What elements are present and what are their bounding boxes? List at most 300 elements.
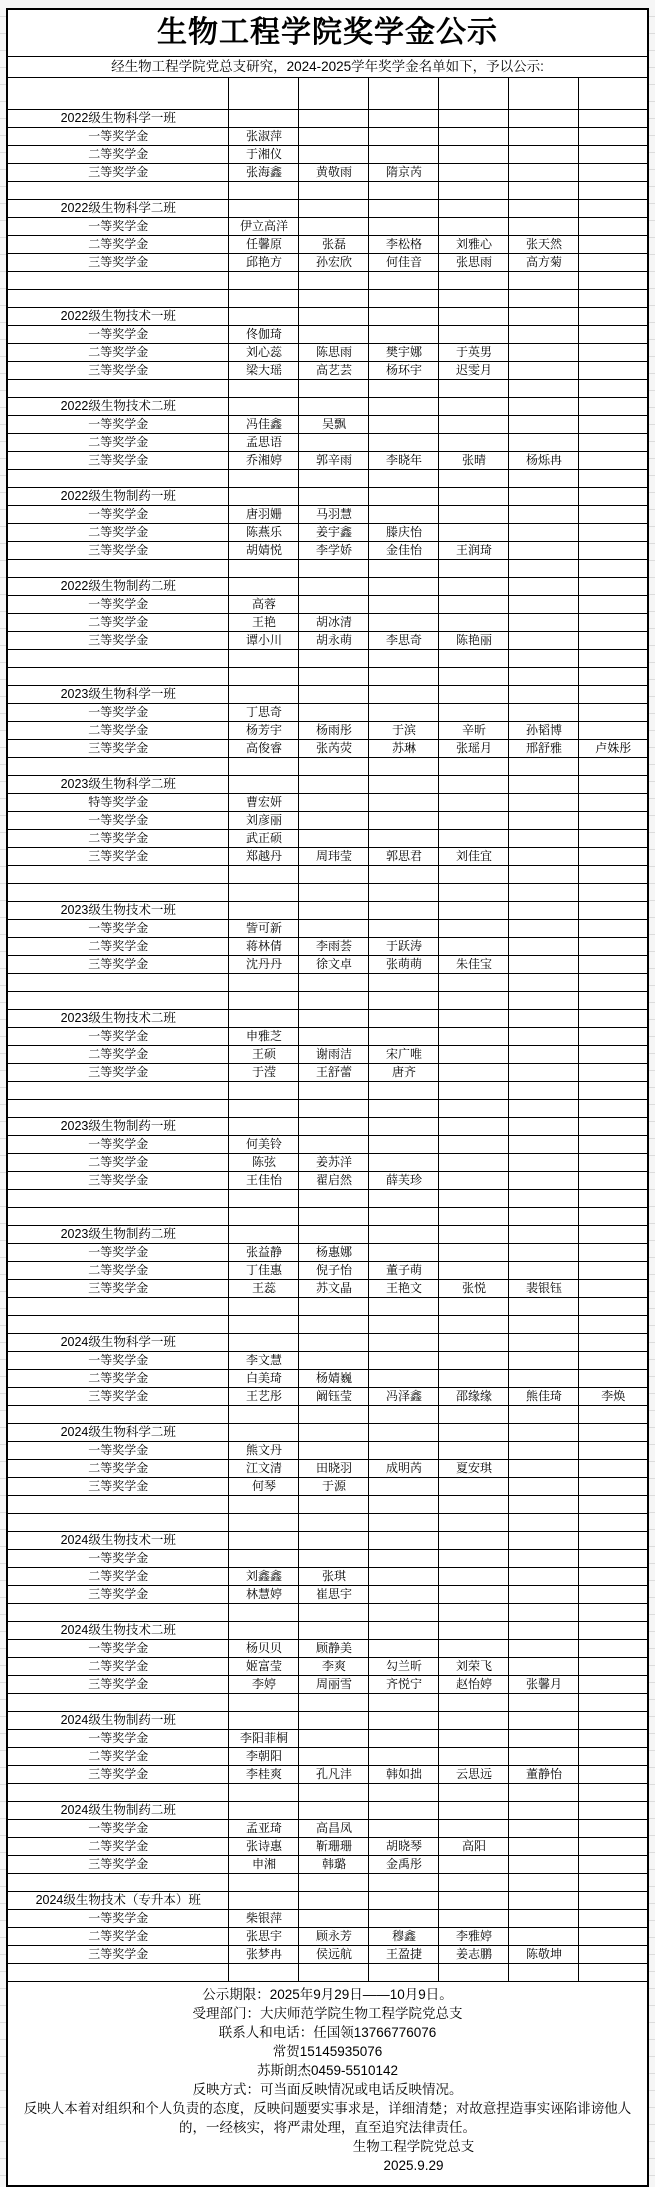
empty-cell: [7, 1316, 229, 1334]
empty-cell: [369, 1622, 439, 1640]
empty-cell: [579, 308, 648, 326]
award-row: [7, 1640, 648, 1658]
award-row: [7, 1064, 648, 1082]
student-name-cell: 冯佳鑫: [229, 416, 299, 434]
class-header-row: [7, 1010, 648, 1028]
empty-cell: [369, 1244, 439, 1262]
empty-cell: [229, 1496, 299, 1514]
empty-cell: [439, 78, 509, 110]
student-name-cell: 张思宇: [229, 1928, 299, 1946]
empty-cell: [579, 1514, 648, 1532]
award-row: [7, 830, 648, 848]
empty-cell: [369, 596, 439, 614]
empty-cell: [579, 1352, 648, 1370]
empty-cell: [229, 1622, 299, 1640]
empty-cell: [439, 704, 509, 722]
empty-cell: [229, 1874, 299, 1892]
award-label-cell: 二等奖学金: [7, 1838, 229, 1856]
award-row: [7, 1028, 648, 1046]
empty-cell: [7, 560, 229, 578]
award-row: [7, 1838, 648, 1856]
empty-cell: [369, 1100, 439, 1118]
empty-cell: [509, 1784, 579, 1802]
empty-cell: [509, 578, 579, 596]
empty-cell: [579, 1874, 648, 1892]
empty-cell: [509, 146, 579, 164]
empty-cell: [509, 1226, 579, 1244]
empty-cell: [509, 1262, 579, 1280]
award-label-cell: 二等奖学金: [7, 830, 229, 848]
empty-cell: [369, 416, 439, 434]
empty-cell: [509, 326, 579, 344]
empty-cell: [229, 1604, 299, 1622]
empty-cell: [229, 200, 299, 218]
empty-cell: [579, 434, 648, 452]
empty-cell: [7, 1604, 229, 1622]
student-name-cell: 熊文丹: [229, 1442, 299, 1460]
empty-cell: [369, 488, 439, 506]
empty-row: [7, 1100, 648, 1118]
award-row: [7, 1928, 648, 1946]
award-row: [7, 542, 648, 560]
empty-cell: [579, 1226, 648, 1244]
student-name-cell: 李文慧: [229, 1352, 299, 1370]
empty-cell: [7, 1082, 229, 1100]
empty-cell: [299, 560, 369, 578]
award-row: [7, 128, 648, 146]
student-name-cell: 胡永萌: [299, 632, 369, 650]
award-row: [7, 1136, 648, 1154]
empty-cell: [7, 1100, 229, 1118]
empty-cell: [439, 902, 509, 920]
student-name-cell: 王舒蕾: [299, 1064, 369, 1082]
empty-cell: [369, 974, 439, 992]
empty-cell: [579, 650, 648, 668]
empty-cell: [439, 524, 509, 542]
award-label-cell: 二等奖学金: [7, 1658, 229, 1676]
empty-cell: [369, 1550, 439, 1568]
empty-cell: [299, 1496, 369, 1514]
student-name-cell: 张瑶月: [439, 740, 509, 758]
student-name-cell: 成明芮: [369, 1460, 439, 1478]
empty-cell: [7, 1874, 229, 1892]
empty-cell: [439, 1154, 509, 1172]
student-name-cell: 樊宇娜: [369, 344, 439, 362]
empty-cell: [509, 902, 579, 920]
empty-cell: [579, 1676, 648, 1694]
student-name-cell: 杨婧巍: [299, 1370, 369, 1388]
empty-cell: [439, 1424, 509, 1442]
class-name-cell: 2022级生物技术一班: [7, 308, 229, 326]
empty-cell: [439, 1064, 509, 1082]
award-label-cell: 一等奖学金: [7, 1550, 229, 1568]
empty-cell: [299, 470, 369, 488]
student-name-cell: 高蓉: [229, 596, 299, 614]
empty-cell: [579, 236, 648, 254]
empty-cell: [229, 578, 299, 596]
empty-cell: [7, 380, 229, 398]
empty-cell: [439, 506, 509, 524]
empty-cell: [299, 1514, 369, 1532]
footer-contact-3: 苏斯朗杰0459-5510142: [256, 2063, 399, 2078]
empty-cell: [229, 668, 299, 686]
empty-cell: [299, 308, 369, 326]
award-row: [7, 596, 648, 614]
student-name-cell: 张琪: [299, 1568, 369, 1586]
empty-cell: [579, 1766, 648, 1784]
award-row: [7, 1388, 648, 1406]
empty-cell: [229, 110, 299, 128]
empty-cell: [229, 78, 299, 110]
empty-cell: [299, 992, 369, 1010]
empty-cell: [509, 812, 579, 830]
student-name-cell: 朱佳宝: [439, 956, 509, 974]
award-label-cell: 三等奖学金: [7, 254, 229, 272]
empty-cell: [7, 1298, 229, 1316]
award-label-cell: 一等奖学金: [7, 218, 229, 236]
class-header-row: [7, 200, 648, 218]
empty-cell: [509, 164, 579, 182]
empty-cell: [229, 776, 299, 794]
student-name-cell: 金禹彤: [369, 1856, 439, 1874]
empty-cell: [439, 182, 509, 200]
empty-cell: [439, 1298, 509, 1316]
empty-row: [7, 974, 648, 992]
student-name-cell: 邢舒雅: [509, 740, 579, 758]
empty-cell: [369, 182, 439, 200]
empty-cell: [579, 560, 648, 578]
student-name-cell: 张萌萌: [369, 956, 439, 974]
award-label-cell: 二等奖学金: [7, 1568, 229, 1586]
empty-cell: [229, 1316, 299, 1334]
award-label-cell: 一等奖学金: [7, 704, 229, 722]
empty-cell: [579, 506, 648, 524]
award-label-cell: 一等奖学金: [7, 1640, 229, 1658]
empty-cell: [439, 1802, 509, 1820]
empty-cell: [439, 1208, 509, 1226]
student-name-cell: 何琴: [229, 1478, 299, 1496]
student-name-cell: 张诗惠: [229, 1838, 299, 1856]
award-label-cell: 一等奖学金: [7, 920, 229, 938]
award-row: [7, 1676, 648, 1694]
empty-cell: [439, 758, 509, 776]
empty-row: [7, 1406, 648, 1424]
empty-cell: [229, 398, 299, 416]
award-label-cell: 三等奖学金: [7, 542, 229, 560]
empty-cell: [439, 776, 509, 794]
empty-cell: [369, 1568, 439, 1586]
empty-cell: [509, 1550, 579, 1568]
student-name-cell: 于湘仪: [229, 146, 299, 164]
empty-cell: [509, 1640, 579, 1658]
award-row: [7, 794, 648, 812]
student-name-cell: 冯泽鑫: [369, 1388, 439, 1406]
empty-cell: [299, 1730, 369, 1748]
empty-cell: [509, 182, 579, 200]
student-name-cell: 何美铃: [229, 1136, 299, 1154]
empty-cell: [439, 1586, 509, 1604]
empty-cell: [509, 272, 579, 290]
empty-cell: [579, 1136, 648, 1154]
empty-cell: [509, 1460, 579, 1478]
empty-cell: [7, 78, 229, 110]
empty-cell: [299, 830, 369, 848]
empty-cell: [299, 398, 369, 416]
student-name-cell: 陈燕乐: [229, 524, 299, 542]
award-label-cell: 二等奖学金: [7, 146, 229, 164]
empty-cell: [579, 1442, 648, 1460]
class-header-row: [7, 1712, 648, 1730]
empty-cell: [369, 1712, 439, 1730]
empty-cell: [579, 722, 648, 740]
student-name-cell: 隋京芮: [369, 164, 439, 182]
empty-cell: [439, 164, 509, 182]
empty-cell: [369, 830, 439, 848]
empty-cell: [509, 1820, 579, 1838]
empty-cell: [509, 200, 579, 218]
empty-cell: [509, 596, 579, 614]
empty-cell: [299, 866, 369, 884]
empty-cell: [509, 1442, 579, 1460]
empty-row: [7, 1874, 648, 1892]
student-name-cell: 靳珊珊: [299, 1838, 369, 1856]
empty-cell: [369, 470, 439, 488]
student-name-cell: 王艳: [229, 614, 299, 632]
student-name-cell: 周丽雪: [299, 1676, 369, 1694]
empty-cell: [229, 1514, 299, 1532]
empty-cell: [579, 686, 648, 704]
class-header-row: [7, 1226, 648, 1244]
empty-cell: [369, 1640, 439, 1658]
award-row: [7, 1658, 648, 1676]
empty-cell: [579, 1964, 648, 1982]
empty-row: [7, 78, 648, 110]
empty-cell: [439, 218, 509, 236]
student-name-cell: 穆鑫: [369, 1928, 439, 1946]
student-name-cell: 胡晓琴: [369, 1838, 439, 1856]
empty-cell: [439, 146, 509, 164]
empty-cell: [509, 78, 579, 110]
empty-cell: [369, 272, 439, 290]
empty-cell: [509, 1424, 579, 1442]
award-row: [7, 1046, 648, 1064]
empty-cell: [439, 1964, 509, 1982]
class-name-cell: 2024级生物科学二班: [7, 1424, 229, 1442]
empty-row: [7, 1784, 648, 1802]
award-row: [7, 812, 648, 830]
award-row: [7, 1154, 648, 1172]
empty-cell: [369, 380, 439, 398]
empty-cell: [229, 380, 299, 398]
award-label-cell: 一等奖学金: [7, 1910, 229, 1928]
student-name-cell: 王艳文: [369, 1280, 439, 1298]
empty-cell: [439, 578, 509, 596]
empty-cell: [509, 542, 579, 560]
empty-cell: [509, 1208, 579, 1226]
empty-cell: [439, 1874, 509, 1892]
award-label-cell: 一等奖学金: [7, 1820, 229, 1838]
class-header-row: [7, 1622, 648, 1640]
student-name-cell: 李焕: [579, 1388, 648, 1406]
award-row: [7, 1550, 648, 1568]
empty-cell: [439, 1136, 509, 1154]
empty-cell: [509, 1604, 579, 1622]
student-name-cell: 苏文晶: [299, 1280, 369, 1298]
empty-cell: [369, 614, 439, 632]
empty-cell: [439, 110, 509, 128]
empty-cell: [369, 290, 439, 308]
empty-cell: [7, 470, 229, 488]
class-header-row: [7, 1334, 648, 1352]
empty-cell: [7, 1208, 229, 1226]
award-label-cell: 二等奖学金: [7, 1460, 229, 1478]
class-header-row: [7, 578, 648, 596]
student-name-cell: 孟亚琦: [229, 1820, 299, 1838]
empty-cell: [439, 884, 509, 902]
empty-cell: [579, 1280, 648, 1298]
empty-cell: [229, 1298, 299, 1316]
empty-cell: [299, 1748, 369, 1766]
empty-cell: [439, 1532, 509, 1550]
empty-cell: [579, 1820, 648, 1838]
class-name-cell: 2024级生物技术一班: [7, 1532, 229, 1550]
award-label-cell: 三等奖学金: [7, 1064, 229, 1082]
class-name-cell: 2024级生物技术二班: [7, 1622, 229, 1640]
student-name-cell: 熊佳琦: [509, 1388, 579, 1406]
empty-cell: [299, 1406, 369, 1424]
award-row: [7, 344, 648, 362]
empty-cell: [439, 1082, 509, 1100]
award-row: [7, 1586, 648, 1604]
award-label-cell: 二等奖学金: [7, 344, 229, 362]
award-label-cell: 三等奖学金: [7, 740, 229, 758]
empty-cell: [369, 884, 439, 902]
class-name-cell: 2024级生物制药二班: [7, 1802, 229, 1820]
empty-cell: [439, 614, 509, 632]
student-name-cell: 白美琦: [229, 1370, 299, 1388]
empty-cell: [579, 1100, 648, 1118]
empty-cell: [299, 1964, 369, 1982]
student-name-cell: 丁思奇: [229, 704, 299, 722]
empty-cell: [509, 650, 579, 668]
empty-cell: [579, 1154, 648, 1172]
class-header-row: [7, 110, 648, 128]
student-name-cell: 姬富莹: [229, 1658, 299, 1676]
award-label-cell: 一等奖学金: [7, 1244, 229, 1262]
student-name-cell: 王佳怡: [229, 1172, 299, 1190]
student-name-cell: 王艺彤: [229, 1388, 299, 1406]
student-name-cell: 沈丹丹: [229, 956, 299, 974]
empty-cell: [229, 1964, 299, 1982]
empty-cell: [579, 1568, 648, 1586]
empty-cell: [439, 920, 509, 938]
empty-cell: [579, 758, 648, 776]
empty-cell: [229, 1208, 299, 1226]
empty-cell: [579, 1622, 648, 1640]
award-label-cell: 二等奖学金: [7, 938, 229, 956]
student-name-cell: 姜苏洋: [299, 1154, 369, 1172]
empty-cell: [509, 344, 579, 362]
empty-row: [7, 1082, 648, 1100]
student-name-cell: 宋广唯: [369, 1046, 439, 1064]
empty-cell: [509, 1838, 579, 1856]
empty-cell: [299, 380, 369, 398]
empty-cell: [439, 326, 509, 344]
empty-cell: [579, 1190, 648, 1208]
empty-cell: [369, 1802, 439, 1820]
student-name-cell: 孙韬博: [509, 722, 579, 740]
award-row: [7, 1856, 648, 1874]
class-header-row: [7, 1424, 648, 1442]
empty-cell: [579, 830, 648, 848]
empty-cell: [509, 920, 579, 938]
award-label-cell: 一等奖学金: [7, 1442, 229, 1460]
empty-cell: [229, 1694, 299, 1712]
student-name-cell: 胡冰清: [299, 614, 369, 632]
student-name-cell: 杨芳宇: [229, 722, 299, 740]
award-row: [7, 1910, 648, 1928]
empty-cell: [369, 1496, 439, 1514]
student-name-cell: 李朝阳: [229, 1748, 299, 1766]
empty-cell: [369, 1748, 439, 1766]
empty-cell: [229, 1010, 299, 1028]
empty-cell: [7, 758, 229, 776]
student-name-cell: 杨惠娜: [299, 1244, 369, 1262]
class-name-cell: 2023级生物制药二班: [7, 1226, 229, 1244]
empty-cell: [509, 1730, 579, 1748]
student-name-cell: 于滨: [369, 722, 439, 740]
student-name-cell: 王硕: [229, 1046, 299, 1064]
empty-cell: [509, 974, 579, 992]
empty-cell: [439, 1514, 509, 1532]
student-name-cell: 陈弦: [229, 1154, 299, 1172]
student-name-cell: 李松格: [369, 236, 439, 254]
empty-cell: [439, 1316, 509, 1334]
student-name-cell: 杨烁冉: [509, 452, 579, 470]
empty-cell: [299, 488, 369, 506]
empty-cell: [299, 596, 369, 614]
empty-cell: [299, 686, 369, 704]
student-name-cell: 勾兰昕: [369, 1658, 439, 1676]
empty-cell: [299, 758, 369, 776]
empty-cell: [7, 650, 229, 668]
empty-row: [7, 668, 648, 686]
empty-cell: [299, 1082, 369, 1100]
empty-cell: [579, 1406, 648, 1424]
empty-cell: [439, 1892, 509, 1910]
empty-cell: [579, 1640, 648, 1658]
empty-cell: [509, 524, 579, 542]
empty-cell: [509, 1064, 579, 1082]
award-label-cell: 二等奖学金: [7, 1154, 229, 1172]
empty-cell: [439, 1856, 509, 1874]
student-name-cell: 于源: [299, 1478, 369, 1496]
empty-cell: [299, 1352, 369, 1370]
empty-cell: [579, 1694, 648, 1712]
empty-cell: [7, 290, 229, 308]
empty-cell: [299, 902, 369, 920]
empty-row: [7, 470, 648, 488]
empty-cell: [579, 974, 648, 992]
student-name-cell: 卢姝彤: [579, 740, 648, 758]
empty-cell: [509, 308, 579, 326]
empty-cell: [229, 1082, 299, 1100]
empty-cell: [509, 1928, 579, 1946]
award-label-cell: 三等奖学金: [7, 452, 229, 470]
student-name-cell: 滕庆怡: [369, 524, 439, 542]
award-row: [7, 722, 648, 740]
award-label-cell: 一等奖学金: [7, 1136, 229, 1154]
